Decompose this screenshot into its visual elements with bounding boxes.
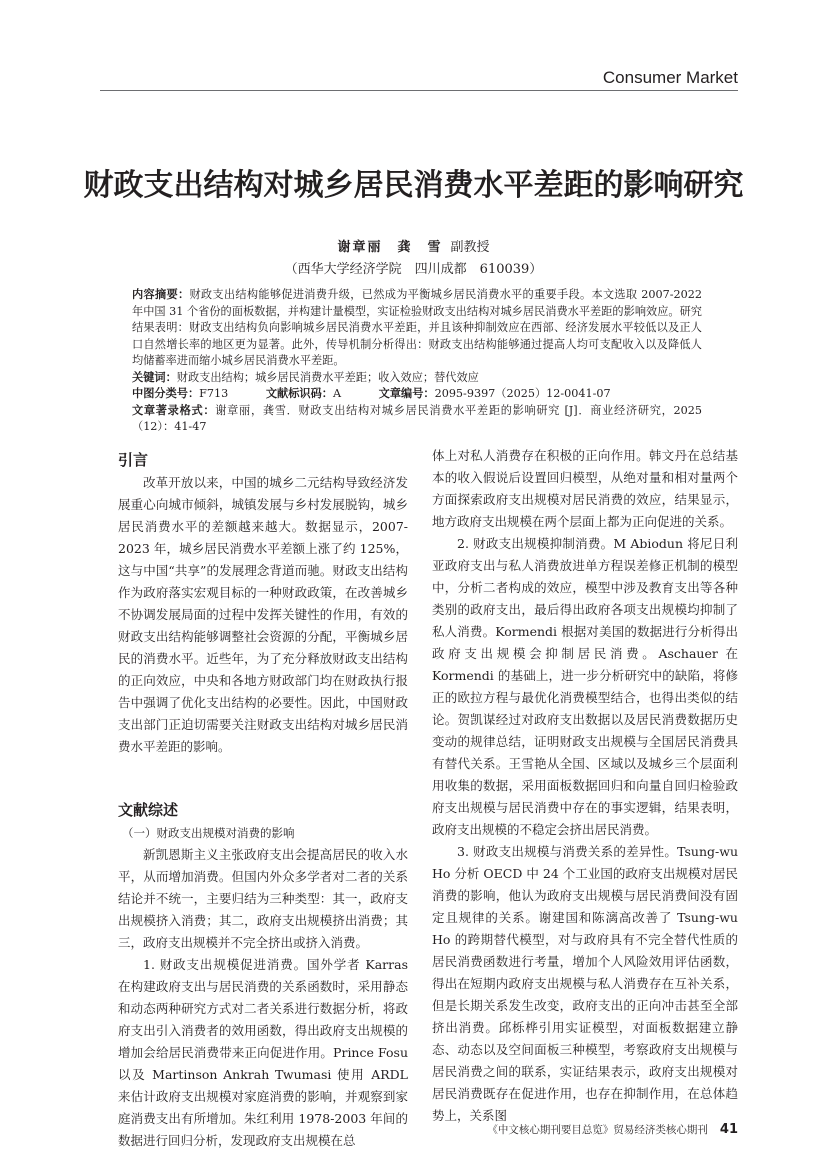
intro-heading: 引言 bbox=[118, 451, 149, 469]
authors bbox=[0, 236, 827, 255]
doc-code-label: 文献标识码： bbox=[265, 387, 333, 400]
header-rule bbox=[100, 90, 738, 91]
citation-label: 文章著录格式： bbox=[132, 403, 216, 417]
body-paragraph: 1. 财政支出规模促进消费。国外学者 Karras 在构建政府支出与居民消费的关系函数时，采用静态和动态两种研究方式对二者关系进行数据分析，将政府支出引入消费者的效用函数，得出政府支出规模的增加会给居民消费带来正向促进作用。Prince Fosu 以及 Martinson Ankrah Twumasi 使用 ARDL 来估计政府支出规模对家庭消费的影响，并观察到家庭消费支出有所增加。朱红利用 1978-2003 年间的数据进行回归分析，发现政府支出规模在总 bbox=[118, 957, 408, 1148]
body-paragraph: 新凯恩斯主义主张政府支出会提高居民的收入水平，从而增加消费。但国内外众多学者对二者的关系结论并不统一，主要归结为三种类型：其一，政府支出规模挤入消费；其二，政府支出规模挤出消费；其三，政府支出规模并不完全挤出或挤入消费。 bbox=[118, 847, 408, 950]
lit-review-heading: 文献综述 bbox=[118, 801, 179, 819]
intro-paragraph: 改革开放以来，中国的城乡二元结构导致经济发展重心向城市倾斜，城镇发展与乡村发展脱钩，城乡居民消费水平的差额越来越大。数据显示，2007-2023 年，城乡居民消费水平差额上涨了约 125%，这与中国“共享”的发展理念背道而驰。财政支出结构作为政府落实宏观目标的一种财政政策，在改善城乡不协调发展局面的过程中发挥关键性的作用，有效的财政支出结构能够调整社会资源的分配，平衡城乡居民的消费水平。近些年，为了充分释放财政支出结构的正向效应，中央和各地方财政部门均在财政执行报告中强调了优化支出结构的必要性。因此，中国财政支出部门正迫切需要关注财政支出结构对城乡居民消费水平差距的影响。 bbox=[118, 475, 408, 754]
doc-code-value: A bbox=[332, 387, 342, 400]
body-paragraph: 体上对私人消费存在积极的正向作用。韩文丹在总结基本的收入假说后设置回归模型，从绝对量和相对量两个方面探索政府支出规模对居民消费的效应，结果显示，地方政府支出规模在两个层面上都为正向促进的关系。 bbox=[432, 448, 738, 529]
left-column bbox=[118, 448, 408, 1152]
keywords-text: 财政支出结构；城乡居民消费水平差距；收入效应；替代效应 bbox=[176, 370, 479, 384]
keywords bbox=[132, 370, 702, 387]
article-no bbox=[379, 387, 611, 400]
abstract-text: 财政支出结构能够促进消费升级，已然成为平衡城乡居民消费水平的重要手段。本文选取 2007-2022 年中国 31 个省份的面板数据，并构建计量模型，实证检验财政支出结构对城乡居民消费水平差距的影响效应。研究结果表明：财政支出结构负向影响城乡居民消费水平差距，并且该种抑制效应在西部、经济发展水平较低以及正人口自然增长率的地区更为显著。此外，传导机制分析得出：财政支出结构能够通过提高人均可支配收入以及降低人均储蓄率进而缩小城乡居民消费水平差距。 bbox=[132, 288, 702, 367]
section-tag: Consumer Market bbox=[602, 68, 738, 87]
clc-label: 中图分类号： bbox=[132, 387, 200, 400]
right-column bbox=[432, 445, 738, 1127]
article-no-value: 2095-9397（2025）12-0041-07 bbox=[434, 387, 611, 400]
lit-subheading: （一）财政支出规模对消费的影响 bbox=[122, 826, 295, 840]
abstract-block bbox=[132, 287, 702, 436]
affiliation: （西华大学经济学院 四川成都 610039） bbox=[284, 262, 543, 277]
citation bbox=[132, 403, 702, 436]
footer-journal: 《中文核心期刊要目总览》贸易经济类核心期刊 bbox=[487, 1124, 708, 1136]
abstract bbox=[132, 287, 702, 370]
doc-code bbox=[266, 387, 341, 400]
body-paragraph: 2. 财政支出规模抑制消费。M Abiodun 将尼日利亚政府支出与私人消费放进单方程误差修正机制的模型中，分析二者构成的效应，模型中涉及教育支出等各种类别的政府支出，最后得出政府各项支出规模均抑制了私人消费。Kormendi 根据对美国的数据进行分析得出政府支出规模会抑制居民消费。Aschauer 在 Kormendi 的基础上，进一步分析研究中的缺陷，将修正的欧拉方程与最优化消费模型结合，也得出类似的结论。贺凯谋经过对政府支出数据以及居民消费数据历史变动的规律总结，证明财政支出规模与全国居民消费具有替代关系。王雪艳从全国、区域以及城乡三个层面利用收集的数据，采用面板数据回归和向量自回归检验政府支出规模与居民消费中存在的事实逻辑，结果表明，政府支出规模的不稳定会挤出居民消费。 bbox=[432, 536, 738, 837]
author-names: 谢章丽 龚 雪 bbox=[337, 240, 443, 255]
citation-text: 谢章丽，龚雪．财政支出结构对城乡居民消费水平差距的影响研究 [J]．商业经济研究，2025（12）：41-47 bbox=[132, 403, 702, 433]
classification-row bbox=[132, 386, 702, 403]
clc bbox=[132, 387, 228, 400]
page-number: 41 bbox=[719, 1122, 738, 1137]
abstract-label: 内容摘要： bbox=[132, 288, 190, 301]
author-role: 副教授 bbox=[450, 240, 490, 255]
keywords-label: 关键词： bbox=[132, 370, 177, 384]
page-footer bbox=[487, 1122, 738, 1137]
article-no-label: 文章编号： bbox=[378, 387, 435, 400]
article-title: 财政支出结构对城乡居民消费水平差距的影响研究 bbox=[83, 168, 744, 203]
body-paragraph: 3. 财政支出规模与消费关系的差异性。Tsung-wu Ho 分析 OECD 中 24 个工业国的政府支出规模对居民消费的影响，他认为政府支出规模与居民消费间没有固定且规律的关系。谢建国和陈漓高改善了 Tsung-wu Ho 的跨期替代模型，对与政府具有不完全替代性质的居民消费函数进行考量，增加个人风险效用评估函数，得出在短期内政府支出规模与私人消费存在互补关系，但是长期关系发生改变，政府支出的正向冲击甚至全部挤出消费。邱栎桦引用实证模型，对面板数据建立静态、动态以及空间面板三种模型，考察政府支出规模与居民消费之间的联系，实证结果表示，政府支出规模对居民消费既存在促进作用，也存在抑制作用，在总体趋势上，关系图 bbox=[432, 844, 738, 1123]
clc-value: F713 bbox=[199, 387, 229, 400]
